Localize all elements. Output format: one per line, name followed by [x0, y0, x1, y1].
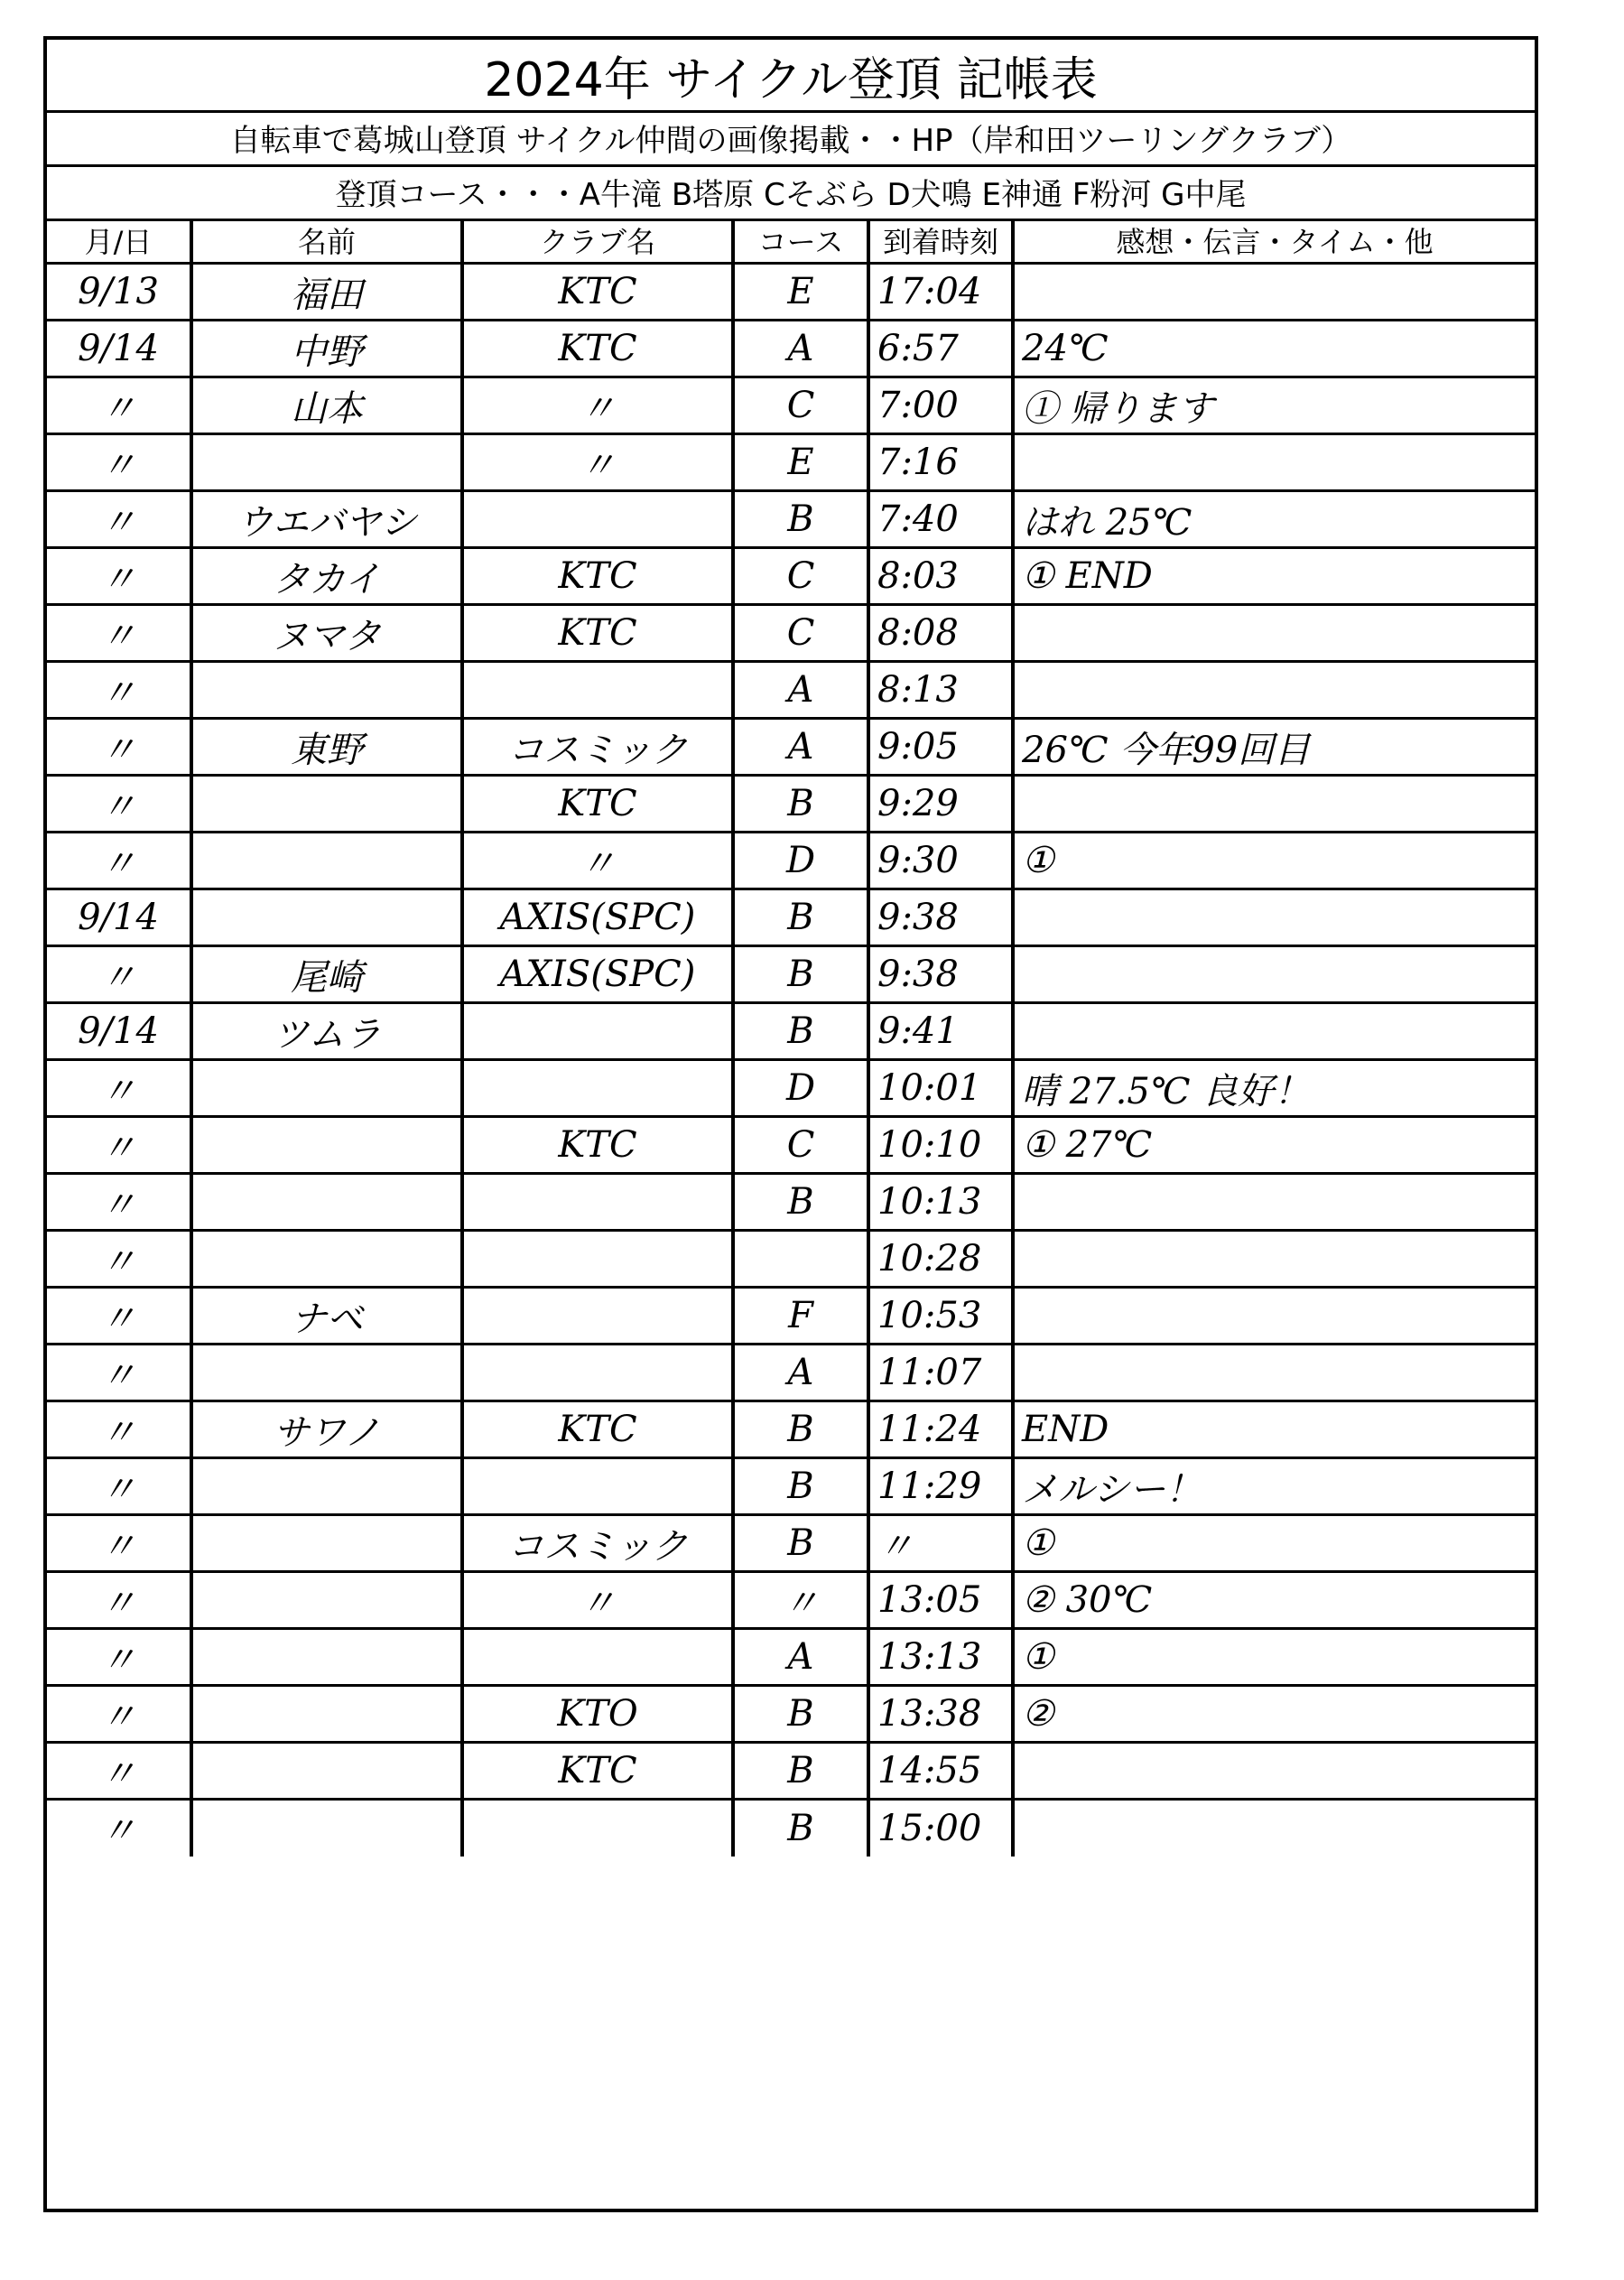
cell-course: B	[733, 1686, 868, 1743]
cell-time: 17:04	[868, 264, 1013, 321]
cell-note: ① 帰ります	[1013, 377, 1535, 434]
cell-date: 〃	[47, 1288, 191, 1345]
cell-note: ② 30℃	[1013, 1572, 1535, 1629]
cell-name	[191, 1345, 462, 1401]
cell-date: 9/13	[47, 264, 191, 321]
table-row	[47, 719, 1535, 776]
table-row	[47, 491, 1535, 548]
cell-note: 24℃	[1013, 321, 1535, 377]
cell-course: A	[733, 719, 868, 776]
cell-date: 〃	[47, 719, 191, 776]
table-row	[47, 605, 1535, 662]
cell-note	[1013, 1345, 1535, 1401]
cell-club: KTC	[462, 1743, 733, 1800]
table-row	[47, 1401, 1535, 1458]
cell-date: 9/14	[47, 1003, 191, 1060]
cell-time: 7:16	[868, 434, 1013, 491]
table-row	[47, 1288, 1535, 1345]
table-row	[47, 1515, 1535, 1572]
cell-time: 〃	[868, 1515, 1013, 1572]
cell-date: 〃	[47, 1743, 191, 1800]
cell-note: ①	[1013, 833, 1535, 889]
cell-time: 11:29	[868, 1458, 1013, 1515]
table-row	[47, 1345, 1535, 1401]
cell-date: 〃	[47, 1458, 191, 1515]
cell-course: E	[733, 264, 868, 321]
cell-date: 〃	[47, 377, 191, 434]
cell-club: KTC	[462, 548, 733, 605]
cell-name: ナベ	[191, 1288, 462, 1345]
table-row	[47, 1572, 1535, 1629]
cell-name	[191, 434, 462, 491]
cell-course: A	[733, 662, 868, 719]
cell-date: 〃	[47, 1231, 191, 1288]
cell-note: ①	[1013, 1629, 1535, 1686]
header-row	[47, 219, 1535, 264]
cell-club: KTC	[462, 264, 733, 321]
cell-note	[1013, 776, 1535, 833]
cell-name	[191, 1117, 462, 1174]
cell-note	[1013, 1231, 1535, 1288]
cell-note: ① 27℃	[1013, 1117, 1535, 1174]
cell-club: 〃	[462, 1572, 733, 1629]
cell-club: 〃	[462, 377, 733, 434]
cell-club: KTO	[462, 1686, 733, 1743]
cell-club	[462, 1174, 733, 1231]
cell-course: B	[733, 491, 868, 548]
cell-course: C	[733, 1117, 868, 1174]
log-table	[47, 219, 1535, 1857]
cell-club	[462, 1800, 733, 1857]
cell-club	[462, 1458, 733, 1515]
cell-name: ウエバヤシ	[191, 491, 462, 548]
cell-club: 〃	[462, 434, 733, 491]
cell-name: 福田	[191, 264, 462, 321]
cell-course: B	[733, 889, 868, 946]
cell-date: 〃	[47, 605, 191, 662]
cell-course: C	[733, 605, 868, 662]
cell-name	[191, 1515, 462, 1572]
cell-note	[1013, 1003, 1535, 1060]
table-row	[47, 1800, 1535, 1857]
cell-course: C	[733, 377, 868, 434]
cell-date: 〃	[47, 1345, 191, 1401]
cell-note	[1013, 946, 1535, 1003]
cell-course: A	[733, 1345, 868, 1401]
cell-time: 10:28	[868, 1231, 1013, 1288]
cell-name	[191, 662, 462, 719]
cell-course: B	[733, 1743, 868, 1800]
cell-club	[462, 1003, 733, 1060]
table-row	[47, 1117, 1535, 1174]
cell-course: F	[733, 1288, 868, 1345]
cell-note	[1013, 605, 1535, 662]
cell-time: 9:05	[868, 719, 1013, 776]
cell-time: 8:03	[868, 548, 1013, 605]
table-row	[47, 548, 1535, 605]
cell-club: AXIS(SPC)	[462, 946, 733, 1003]
cell-club: KTC	[462, 776, 733, 833]
cell-name	[191, 1800, 462, 1857]
column-header-note: 感想・伝言・タイム・他	[1013, 219, 1535, 264]
table-row	[47, 377, 1535, 434]
cell-time: 10:53	[868, 1288, 1013, 1345]
cell-time: 15:00	[868, 1800, 1013, 1857]
cell-note	[1013, 1800, 1535, 1857]
cell-club: KTC	[462, 1401, 733, 1458]
cell-club: KTC	[462, 605, 733, 662]
cell-course: B	[733, 1174, 868, 1231]
cell-date: 〃	[47, 1629, 191, 1686]
sign-in-sheet	[43, 36, 1538, 2212]
table-row	[47, 1629, 1535, 1686]
cell-club	[462, 491, 733, 548]
cell-time: 10:10	[868, 1117, 1013, 1174]
cell-club: AXIS(SPC)	[462, 889, 733, 946]
cell-name: 尾崎	[191, 946, 462, 1003]
cell-date: 〃	[100, 1810, 136, 1853]
cell-date: 9/14	[47, 321, 191, 377]
cell-club: 〃	[462, 833, 733, 889]
cell-club	[462, 1288, 733, 1345]
table-row	[47, 1003, 1535, 1060]
cell-date: 〃	[47, 1401, 191, 1458]
cell-course: 〃	[733, 1572, 868, 1629]
table-row	[47, 946, 1535, 1003]
column-header-date: 月/日	[47, 219, 191, 264]
cell-name	[191, 1174, 462, 1231]
cell-name	[191, 1060, 462, 1117]
cell-note	[1013, 1288, 1535, 1345]
sheet-title: 2024年 サイクル登頂 記帳表	[47, 40, 1535, 113]
table-row	[47, 1686, 1535, 1743]
cell-course	[733, 1231, 868, 1288]
table-row	[47, 833, 1535, 889]
column-header-name: 名前	[191, 219, 462, 264]
cell-time: 14:55	[868, 1743, 1013, 1800]
cell-time: 9:29	[868, 776, 1013, 833]
cell-name: ヌマタ	[191, 605, 462, 662]
cell-time: 9:41	[868, 1003, 1013, 1060]
cell-club	[462, 1231, 733, 1288]
cell-note: 26℃ 今年99回目	[1013, 719, 1535, 776]
cell-name: タカイ	[191, 548, 462, 605]
cell-club: コスミック	[462, 719, 733, 776]
cell-name: サワノ	[191, 1401, 462, 1458]
cell-note: ②	[1013, 1686, 1535, 1743]
cell-time: 10:01	[868, 1060, 1013, 1117]
cell-name: ツムラ	[191, 1003, 462, 1060]
cell-course: B	[733, 1401, 868, 1458]
cell-time: 8:08	[868, 605, 1013, 662]
cell-time: 9:38	[868, 946, 1013, 1003]
cell-date: 〃	[47, 1515, 191, 1572]
table-row	[47, 264, 1535, 321]
cell-date: 〃	[47, 434, 191, 491]
cell-club: KTC	[462, 321, 733, 377]
column-header-club: クラブ名	[462, 219, 733, 264]
cell-note: はれ 25℃	[1013, 491, 1535, 548]
cell-time: 13:13	[868, 1629, 1013, 1686]
cell-date: 〃	[47, 1572, 191, 1629]
cell-name	[191, 776, 462, 833]
cell-time: 11:24	[868, 1401, 1013, 1458]
cell-time: 13:38	[868, 1686, 1013, 1743]
cell-note	[1013, 1174, 1535, 1231]
cell-name	[191, 1743, 462, 1800]
cell-date: 〃	[47, 491, 191, 548]
cell-club	[462, 1629, 733, 1686]
table-row	[47, 889, 1535, 946]
cell-name	[191, 1629, 462, 1686]
course-legend: 登頂コース・・・A牛滝 B塔原 Cそぶら D犬鳴 E神通 F粉河 G中尾	[47, 164, 1535, 221]
cell-club: コスミック	[462, 1515, 733, 1572]
cell-course: B	[733, 1800, 868, 1857]
cell-note: END	[1013, 1401, 1535, 1458]
cell-date: 〃	[47, 833, 191, 889]
cell-club	[462, 1060, 733, 1117]
cell-course: A	[733, 321, 868, 377]
cell-course: E	[733, 434, 868, 491]
column-header-course: コース	[733, 219, 868, 264]
cell-course: C	[733, 548, 868, 605]
cell-time: 10:13	[868, 1174, 1013, 1231]
cell-course: B	[733, 1458, 868, 1515]
cell-time: 6:57	[868, 321, 1013, 377]
cell-date: 〃	[47, 1174, 191, 1231]
cell-name: 中野	[191, 321, 462, 377]
cell-note: 晴 27.5℃ 良好！	[1013, 1060, 1535, 1117]
cell-date: 〃	[47, 946, 191, 1003]
cell-name	[191, 1231, 462, 1288]
cell-name: 山本	[191, 377, 462, 434]
cell-date: 〃	[47, 1117, 191, 1174]
cell-time: 8:13	[868, 662, 1013, 719]
cell-time: 9:30	[868, 833, 1013, 889]
cell-club	[462, 1345, 733, 1401]
cell-note	[1013, 889, 1535, 946]
cell-note	[1013, 1743, 1535, 1800]
cell-date: 〃	[47, 1686, 191, 1743]
table-row	[47, 1060, 1535, 1117]
column-header-time: 到着時刻	[868, 219, 1013, 264]
cell-note: ① END	[1013, 548, 1535, 605]
cell-date: 〃	[47, 1060, 191, 1117]
cell-course: B	[733, 1515, 868, 1572]
cell-course: B	[733, 776, 868, 833]
cell-time: 11:07	[868, 1345, 1013, 1401]
cell-club	[462, 662, 733, 719]
cell-date: 〃	[47, 662, 191, 719]
cell-time: 13:05	[868, 1572, 1013, 1629]
cell-name	[191, 889, 462, 946]
cell-note: メルシー！	[1013, 1458, 1535, 1515]
cell-name: 東野	[191, 719, 462, 776]
cell-name	[191, 1458, 462, 1515]
cell-course: A	[733, 1629, 868, 1686]
table-row	[47, 321, 1535, 377]
cell-course: B	[733, 1003, 868, 1060]
cell-time: 7:00	[868, 377, 1013, 434]
cell-club: KTC	[462, 1117, 733, 1174]
cell-note	[1013, 434, 1535, 491]
cell-course: B	[733, 946, 868, 1003]
cell-date: 〃	[47, 548, 191, 605]
sheet-subtitle: 自転車で葛城山登頂 サイクル仲間の画像掲載・・HP（岸和田ツーリングクラブ）	[47, 110, 1535, 167]
cell-note	[1013, 662, 1535, 719]
table-row	[47, 1458, 1535, 1515]
table-row	[47, 1231, 1535, 1288]
cell-course: D	[733, 1060, 868, 1117]
table-row	[47, 1743, 1535, 1800]
table-row	[47, 776, 1535, 833]
table-row	[47, 1174, 1535, 1231]
cell-note: ①	[1013, 1515, 1535, 1572]
cell-date: 〃	[47, 776, 191, 833]
table-row	[47, 662, 1535, 719]
cell-time: 7:40	[868, 491, 1013, 548]
cell-time: 9:38	[868, 889, 1013, 946]
cell-name	[191, 1686, 462, 1743]
cell-name	[191, 1572, 462, 1629]
cell-note	[1013, 264, 1535, 321]
cell-name	[191, 833, 462, 889]
table-row	[47, 434, 1535, 491]
cell-date: 9/14	[47, 889, 191, 946]
cell-course: D	[733, 833, 868, 889]
